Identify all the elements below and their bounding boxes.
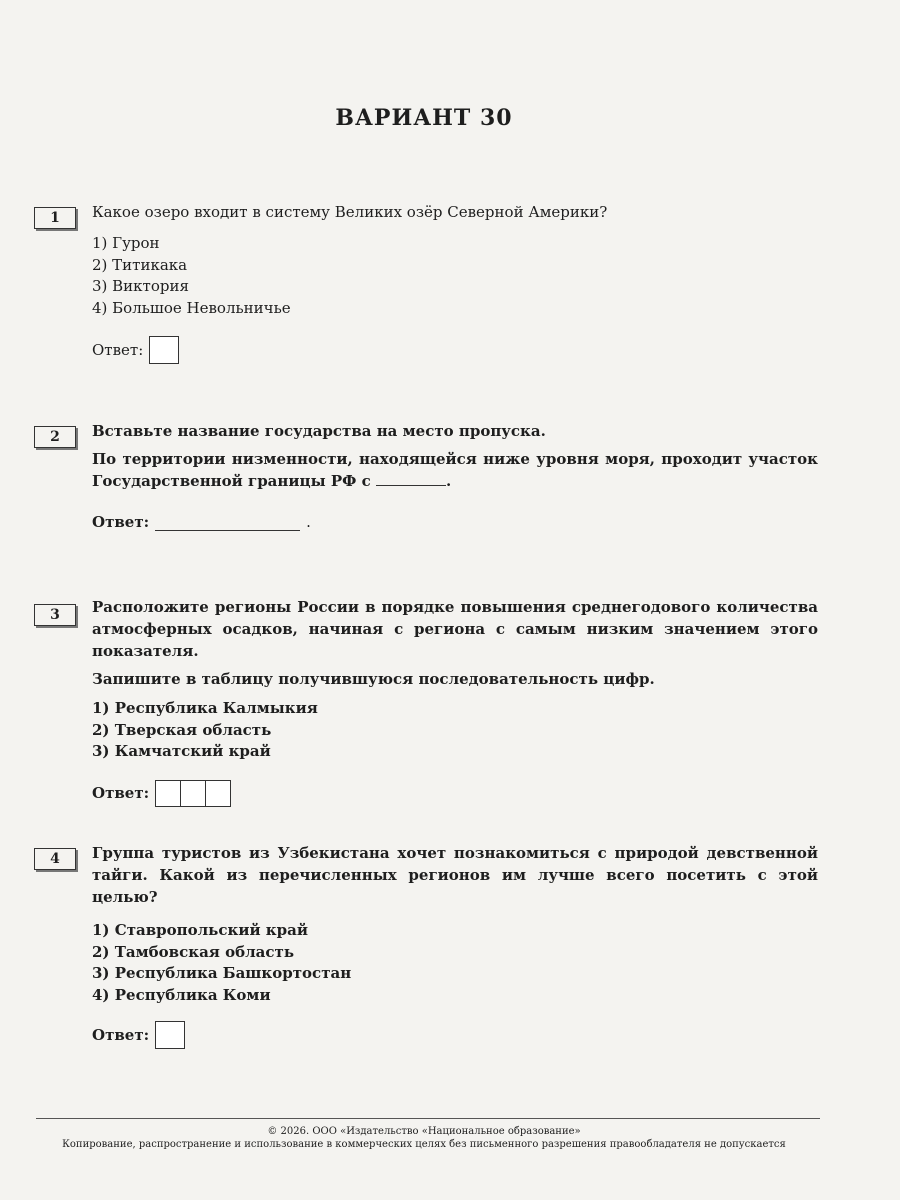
option-2: 2) Тамбовская область — [92, 942, 295, 961]
footer-copyright: © 2026. ООО «Издательство «Национальное образование» — [267, 1126, 581, 1137]
option-2: 2) Тверская область — [92, 720, 272, 739]
question-2-body-text: По территории низменности, находящейся ниже уровня моря, проходит участок Государственной границы РФ с — [92, 450, 818, 490]
answer-label: Ответ: — [92, 1026, 150, 1044]
option-3: 3) Республика Башкортостан — [92, 964, 352, 982]
option-1: 1) Республика Калмыкия — [92, 699, 318, 717]
answer-cell-1[interactable] — [156, 781, 180, 806]
option-4: 4) Большое Невольничье — [92, 298, 291, 317]
answer-label: Ответ: — [92, 513, 150, 531]
answer-cell-2[interactable] — [180, 781, 205, 806]
question-3-options — [92, 698, 818, 763]
answer-row-3 — [92, 780, 818, 807]
question-1-options — [92, 233, 818, 319]
option-3: 3) Виктория — [92, 277, 189, 295]
question-2 — [92, 420, 818, 533]
option-1: 1) Гурон — [92, 234, 160, 252]
question-number-3: 3 — [34, 604, 76, 626]
question-number-1: 1 — [34, 207, 76, 229]
answer-row-2: Ответ: . — [92, 513, 311, 531]
question-1 — [92, 201, 818, 364]
question-4-options — [92, 920, 818, 1006]
answer-line-2[interactable] — [155, 514, 300, 531]
question-4 — [92, 842, 818, 1049]
answer-table-3 — [155, 780, 231, 807]
option-1: 1) Ставропольский край — [92, 921, 308, 939]
question-2-body — [92, 448, 818, 492]
footer-divider — [36, 1118, 820, 1119]
answer-row-1 — [92, 336, 818, 364]
question-3-text: Расположите регионы России в порядке повышения среднегодового количества атмосферных осадков, начиная с региона с самым низким значением этого показателя. — [92, 598, 818, 660]
option-4: 4) Республика Коми — [92, 985, 271, 1004]
fill-in-blank — [376, 471, 446, 486]
question-4-text: Группа туристов из Узбекистана хочет познакомиться с природой девственной тайги. Какой из перечисленных регионов им лучше всего посетить с этой целью? — [92, 844, 818, 906]
answer-row-4 — [92, 1021, 818, 1049]
question-1-text: Какое озеро входит в систему Великих озёр Северной Америки? — [92, 203, 608, 221]
option-3: 3) Камчатский край — [92, 742, 271, 760]
answer-label: Ответ: — [92, 784, 150, 802]
question-2-text: Вставьте название государства на место пропуска. — [92, 422, 546, 440]
question-number-4: 4 — [34, 848, 76, 870]
footer-notice: Копирование, распространение и использование в коммерческих целях без письменного разрешения правообладателя не допускается — [62, 1139, 786, 1150]
question-3-instruction: Запишите в таблицу получившуюся последовательность цифр. — [92, 670, 655, 688]
question-number-2: 2 — [34, 426, 76, 448]
question-2-body-end: . — [445, 472, 452, 490]
question-3 — [92, 596, 818, 807]
answer-box-4[interactable] — [155, 1021, 185, 1049]
answer-label: Ответ: — [92, 341, 144, 359]
answer-cell-3[interactable] — [205, 781, 230, 806]
page-title: ВАРИАНТ 30 — [335, 105, 513, 131]
answer-box-1[interactable] — [149, 336, 179, 364]
option-2: 2) Титикака — [92, 255, 188, 274]
